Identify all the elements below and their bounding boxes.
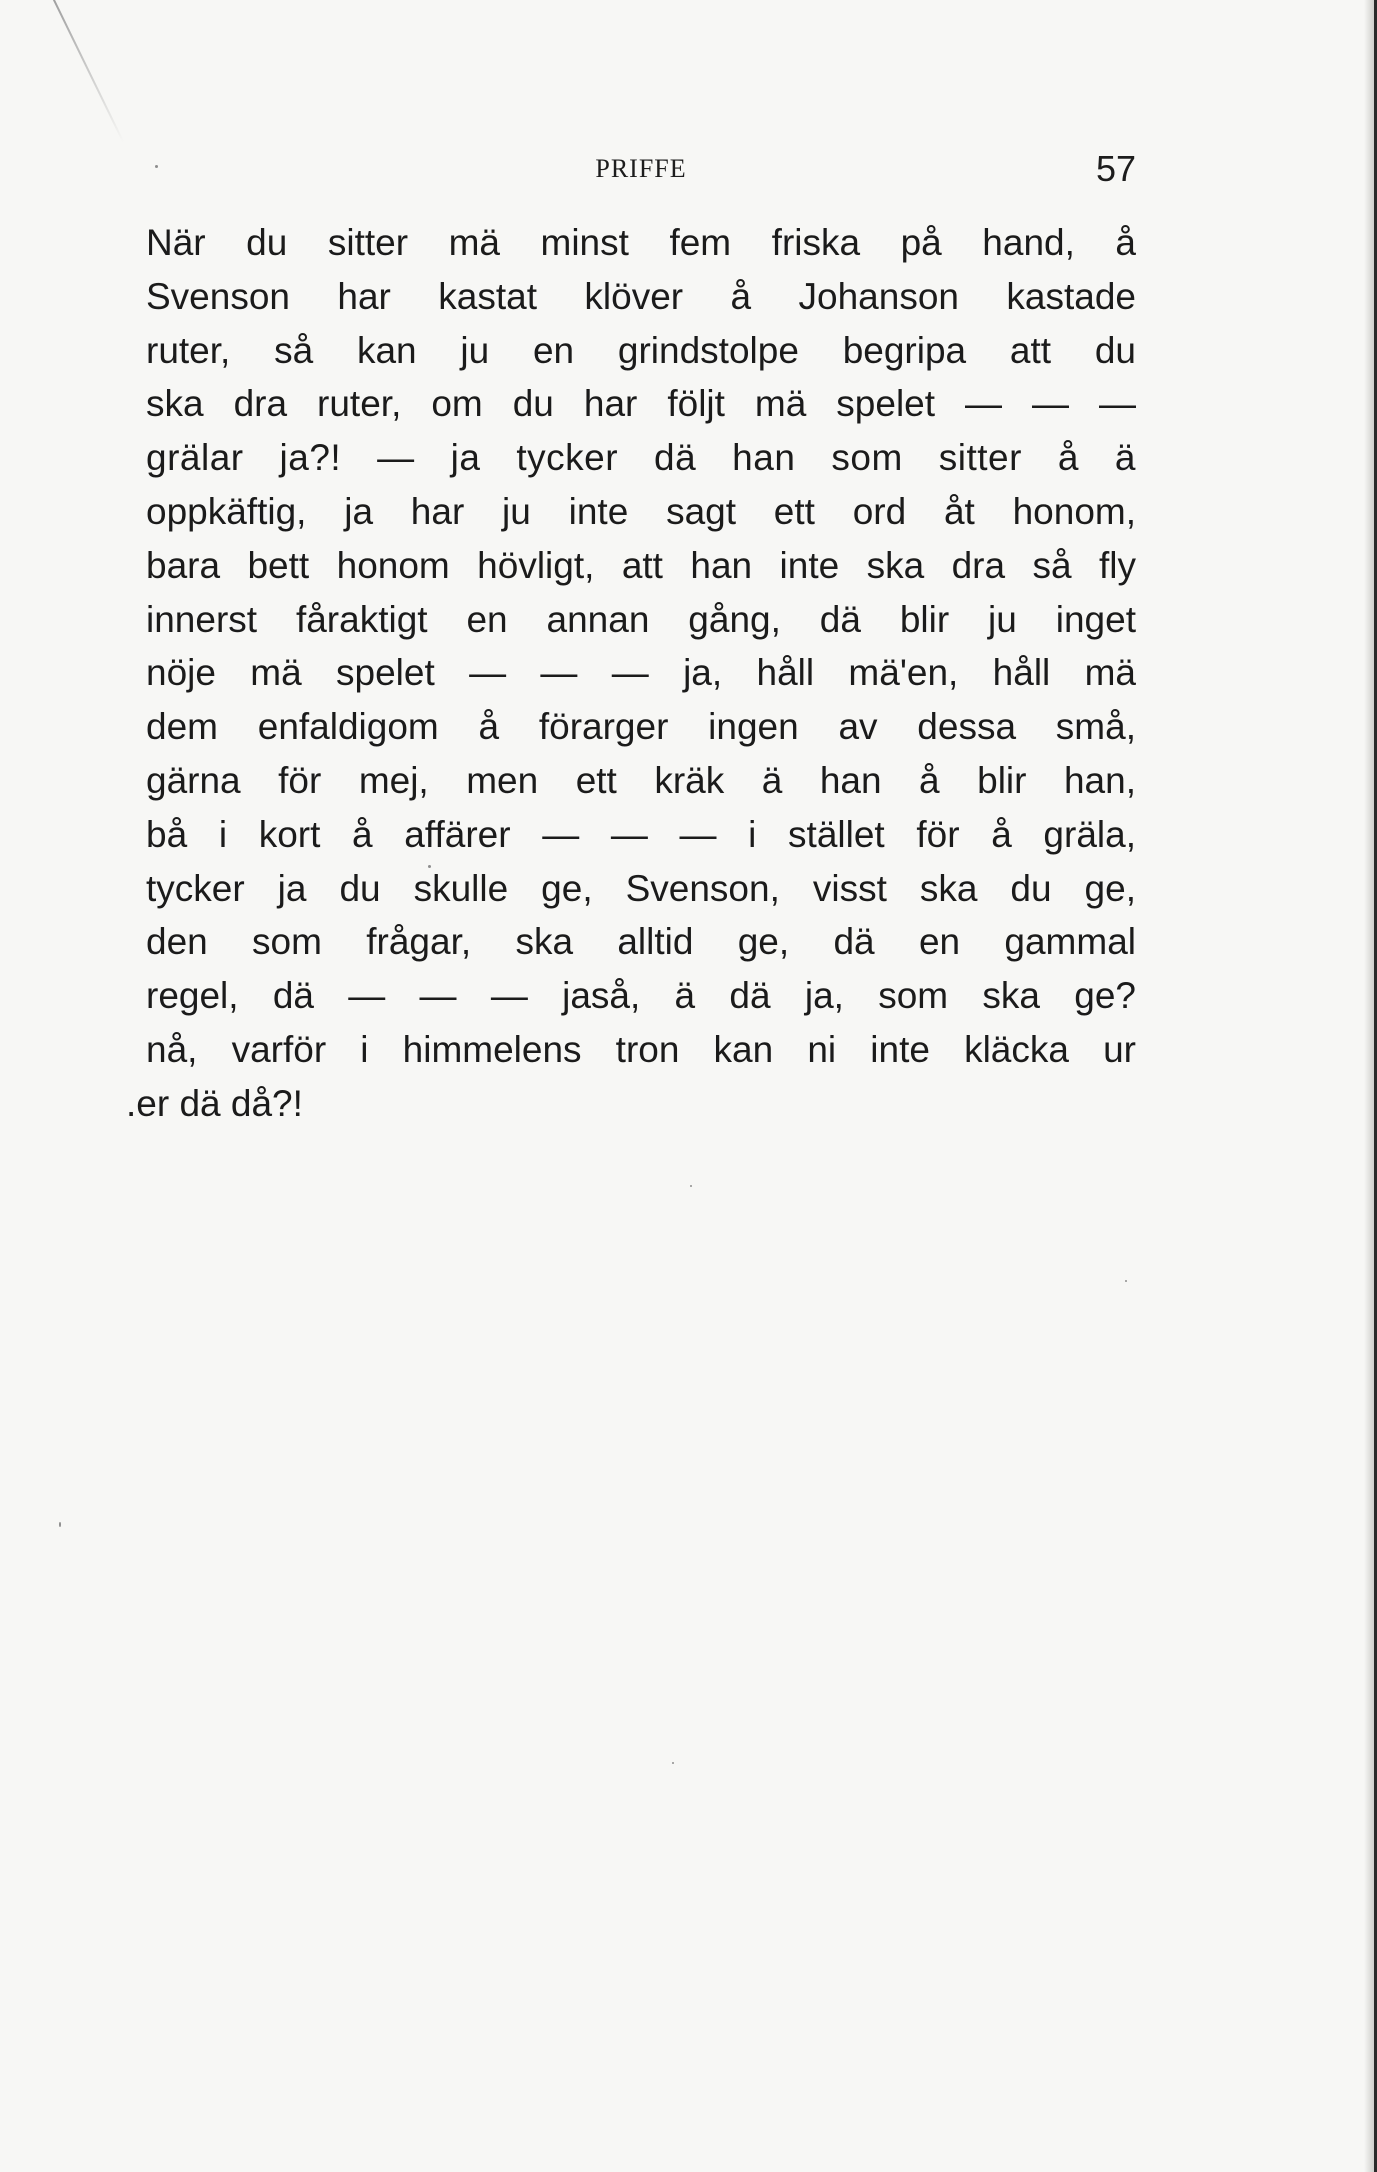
text-line: innerst fåraktigt en annan gång, dä blir ju inget — [146, 598, 1136, 640]
paper-speck — [672, 1762, 674, 1764]
text-line: När du sitter mä minst fem friska på hand, å — [146, 222, 1136, 263]
text-line: grälar ja?! — ja tycker dä han som sitter å ä — [146, 437, 1136, 479]
text-line: ska dra ruter, om du har följt mä spelet — — — — [146, 383, 1136, 425]
text-line: nöje mä spelet — — — ja, håll mä'en, håll mä — [146, 652, 1136, 694]
text-line: .er dä då?! — [126, 1082, 303, 1124]
text-line: nå, varför i himmelens tron kan ni inte kläcka ur — [146, 1028, 1136, 1070]
paper-speck — [1125, 1280, 1127, 1282]
text-line: dem enfaldigom å förarger ingen av dessa små, — [146, 706, 1136, 748]
text-line: Svenson har kastat klöver å Johanson kastade — [146, 275, 1136, 317]
corner-scratch — [48, 0, 124, 143]
text-line: bå i kort å affärer — — — i stället för å gräla, — [146, 813, 1136, 855]
page-header — [146, 148, 1136, 192]
text-line: regel, dä — — — jaså, ä dä ja, som ska ge? — [146, 975, 1136, 1017]
paper-speck — [59, 1522, 61, 1527]
text-line: bara bett honom hövligt, att han inte ska dra så fly — [146, 544, 1136, 586]
paper-speck — [428, 865, 431, 868]
text-line: oppkäftig, ja har ju inte sagt ett ord åt honom, — [146, 490, 1136, 532]
body-text — [126, 216, 1136, 1131]
text-line: tycker ja du skulle ge, Svenson, visst ska du ge, — [146, 867, 1136, 909]
page-number: 57 — [1095, 148, 1136, 189]
paper-speck — [155, 165, 158, 168]
page-edge-shadow — [1364, 0, 1374, 2172]
running-head: PRIFFE — [595, 154, 687, 183]
text-line: ruter, så kan ju en grindstolpe begripa att du — [146, 329, 1136, 371]
text-line: gärna för mej, men ett kräk ä han å blir han, — [146, 759, 1136, 801]
paper-speck — [690, 1185, 692, 1187]
text-line: den som frågar, ska alltid ge, dä en gammal — [146, 921, 1136, 963]
